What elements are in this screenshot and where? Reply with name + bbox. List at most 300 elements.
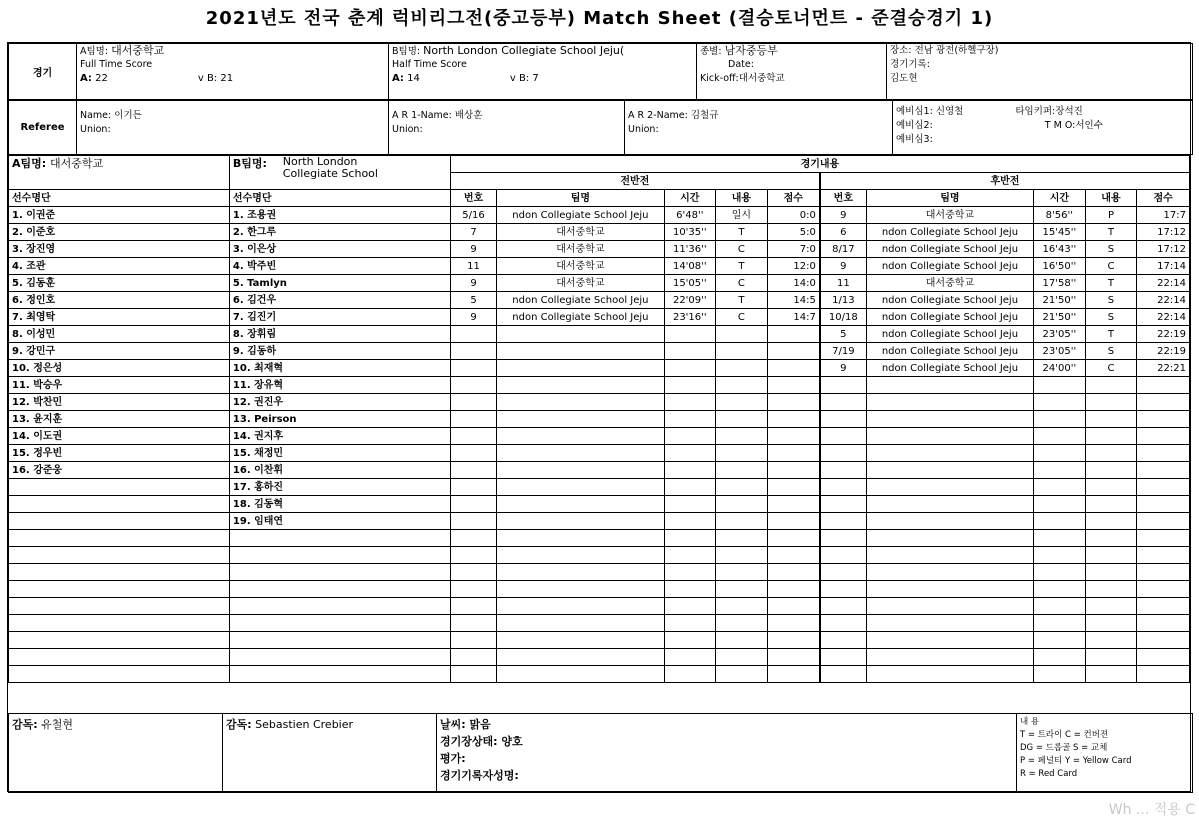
first-half-no xyxy=(450,411,496,428)
second-half-score xyxy=(1137,649,1190,666)
roster-a-player: 10. 정은성 xyxy=(9,360,230,377)
roster-a-heading: 선수명단 xyxy=(9,190,230,207)
pitch-label: 경기장상태: xyxy=(440,735,498,748)
match-header xyxy=(8,43,1193,100)
coach-a-cell xyxy=(9,714,223,793)
first-half-score: 14:7 xyxy=(767,309,820,326)
first-half-score: 7:0 xyxy=(767,241,820,258)
referee-union: Union: xyxy=(80,124,111,135)
referee-label: Referee xyxy=(9,101,77,155)
legend-line-4: R = Red Card xyxy=(1020,769,1078,779)
second-half-no: 8/17 xyxy=(820,241,866,258)
second-half-time xyxy=(1034,377,1086,394)
first-half-event xyxy=(716,513,768,530)
roster-b-player xyxy=(229,615,450,632)
roster-b-player: 5. Tamlyn xyxy=(229,275,450,292)
roster-b-player xyxy=(229,564,450,581)
first-half-no: 5/16 xyxy=(450,207,496,224)
first-half-event xyxy=(716,377,768,394)
second-half-no: 6 xyxy=(820,224,866,241)
second-half-event: S xyxy=(1085,343,1137,360)
second-half-event xyxy=(1085,513,1137,530)
first-half-score xyxy=(767,615,820,632)
col-event-1: 내용 xyxy=(716,190,768,207)
table-row xyxy=(9,615,1190,632)
second-half-event xyxy=(1085,428,1137,445)
roster-a-player: 3. 장진영 xyxy=(9,241,230,258)
weather-label: 날씨: xyxy=(440,718,466,731)
second-half-event xyxy=(1085,496,1137,513)
category-value: 남자중등부 xyxy=(724,44,778,57)
first-half-score xyxy=(767,496,820,513)
first-half-event xyxy=(716,360,768,377)
first-half-team xyxy=(497,377,664,394)
legend-line-3: P = 페널티 Y = Yellow Card xyxy=(1020,756,1132,766)
second-half-event xyxy=(1085,632,1137,649)
second-half-time: 21'50'' xyxy=(1034,309,1086,326)
second-half-no xyxy=(820,615,866,632)
column-header-row xyxy=(9,190,1190,207)
first-half-team xyxy=(497,581,664,598)
second-half-score: 22:14 xyxy=(1137,275,1190,292)
ar1-union: Union: xyxy=(392,124,423,135)
second-half-time: 21'50'' xyxy=(1034,292,1086,309)
first-half-time: 15'05'' xyxy=(664,275,716,292)
first-half-event xyxy=(716,343,768,360)
first-half-time xyxy=(664,581,716,598)
second-half-time xyxy=(1034,632,1086,649)
first-half-time xyxy=(664,377,716,394)
first-half-heading: 전반전 xyxy=(450,173,820,190)
second-half-time xyxy=(1034,462,1086,479)
signature-label: 경기기록자성명: xyxy=(440,769,519,782)
table-row xyxy=(9,564,1190,581)
first-half-team xyxy=(497,632,664,649)
first-half-score xyxy=(767,564,820,581)
team-b-heading-name xyxy=(271,156,378,180)
pitch-value: 양호 xyxy=(501,735,523,748)
first-half-time: 11'36'' xyxy=(664,241,716,258)
full-time-a: 22 xyxy=(95,73,108,84)
table-row xyxy=(9,445,1190,462)
ar2-cell xyxy=(625,101,893,155)
first-half-event xyxy=(716,615,768,632)
first-half-score xyxy=(767,377,820,394)
tmo-name: 서인수 xyxy=(1075,120,1103,131)
half-a-label: A: xyxy=(392,73,404,84)
first-half-no xyxy=(450,513,496,530)
first-half-team xyxy=(497,326,664,343)
full-time-b: 21 xyxy=(220,73,234,84)
roster-b-player: 7. 김진기 xyxy=(229,309,450,326)
roster-a-player: 16. 강준웅 xyxy=(9,462,230,479)
first-half-score: 5:0 xyxy=(767,224,820,241)
roster-b-player xyxy=(229,649,450,666)
first-half-event: C xyxy=(716,275,768,292)
table-row xyxy=(9,632,1190,649)
team-b-heading-label: B팀명: xyxy=(232,157,267,170)
first-half-time: 6'48'' xyxy=(664,207,716,224)
first-half-event: C xyxy=(716,241,768,258)
first-half-no xyxy=(450,530,496,547)
col-no-2: 번호 xyxy=(820,190,866,207)
roster-b-player: 6. 김건우 xyxy=(229,292,450,309)
table-row xyxy=(9,343,1190,360)
roster-a-player xyxy=(9,615,230,632)
half-time-a: 14 xyxy=(407,73,420,84)
col-event-2: 내용 xyxy=(1085,190,1137,207)
second-half-event xyxy=(1085,598,1137,615)
coach-a-label: 감독: xyxy=(12,718,38,731)
table-row xyxy=(9,428,1190,445)
second-half-team xyxy=(866,649,1033,666)
second-half-time: 16'43'' xyxy=(1034,241,1086,258)
roster-a-player xyxy=(9,547,230,564)
legend-line-2: DG = 드롭골 S = 교체 xyxy=(1020,743,1108,753)
date-label: Date: xyxy=(728,59,754,70)
first-half-score: 12:0 xyxy=(767,258,820,275)
second-half-score: 22:14 xyxy=(1137,292,1190,309)
team-a-heading-label: A팀명: xyxy=(12,157,47,170)
col-team-2: 팀명 xyxy=(866,190,1033,207)
second-half-team: ndon Collegiate School Jeju xyxy=(866,343,1033,360)
match-sheet xyxy=(7,42,1191,792)
second-half-no xyxy=(820,530,866,547)
second-half-team xyxy=(866,394,1033,411)
first-half-time xyxy=(664,479,716,496)
first-half-no xyxy=(450,479,496,496)
tmo-label: T M O: xyxy=(1044,120,1076,131)
table-row xyxy=(9,309,1190,326)
score-a-label: A: xyxy=(80,73,92,84)
second-half-team xyxy=(866,632,1033,649)
second-half-time: 17'58'' xyxy=(1034,275,1086,292)
second-half-event xyxy=(1085,394,1137,411)
ar1-label: A R 1-Name: xyxy=(392,110,452,121)
roster-a-player xyxy=(9,666,230,683)
first-half-no: 7 xyxy=(450,224,496,241)
roster-b-player: 10. 최재혁 xyxy=(229,360,450,377)
second-half-score xyxy=(1137,564,1190,581)
footer-table xyxy=(8,713,1193,793)
first-half-time xyxy=(664,411,716,428)
first-half-team: 대서중학교 xyxy=(497,258,664,275)
second-half-team xyxy=(866,462,1033,479)
second-half-score: 22:21 xyxy=(1137,360,1190,377)
second-half-team xyxy=(866,513,1033,530)
second-half-no xyxy=(820,411,866,428)
first-half-event xyxy=(716,581,768,598)
first-half-no xyxy=(450,666,496,683)
first-half-time xyxy=(664,530,716,547)
first-half-score xyxy=(767,547,820,564)
team-b-name-line1: North London xyxy=(282,155,358,168)
first-half-no: 11 xyxy=(450,258,496,275)
first-half-no xyxy=(450,428,496,445)
first-half-no: 9 xyxy=(450,241,496,258)
roster-b-player: 19. 임태연 xyxy=(229,513,450,530)
second-half-no xyxy=(820,377,866,394)
second-half-time xyxy=(1034,598,1086,615)
roster-a-player: 7. 최영탁 xyxy=(9,309,230,326)
second-half-no xyxy=(820,479,866,496)
first-half-team xyxy=(497,411,664,428)
first-half-time xyxy=(664,326,716,343)
table-row xyxy=(9,581,1190,598)
first-half-no xyxy=(450,649,496,666)
roster-b-player: 13. Peirson xyxy=(229,411,450,428)
roster-b-player: 2. 한그루 xyxy=(229,224,450,241)
coach-b-cell xyxy=(223,714,437,793)
ar2-union: Union: xyxy=(628,124,659,135)
col-score-1: 점수 xyxy=(767,190,820,207)
roster-b-player xyxy=(229,632,450,649)
table-row xyxy=(9,513,1190,530)
kickoff-label: Kick-off: xyxy=(700,73,739,84)
timekeeper-name: 장석진 xyxy=(1055,106,1083,117)
team-a-name: 대서중학교 xyxy=(111,44,165,57)
first-half-team: ndon Collegiate School Jeju xyxy=(497,207,664,224)
first-half-no xyxy=(450,632,496,649)
first-half-team xyxy=(497,615,664,632)
match-content-table xyxy=(8,155,1190,683)
second-half-event: T xyxy=(1085,275,1137,292)
second-half-team: ndon Collegiate School Jeju xyxy=(866,309,1033,326)
second-half-team xyxy=(866,428,1033,445)
second-half-score xyxy=(1137,513,1190,530)
roster-b-heading: 선수명단 xyxy=(229,190,450,207)
second-half-event: C xyxy=(1085,258,1137,275)
half-b-label: v B: xyxy=(509,73,530,84)
second-half-team: ndon Collegiate School Jeju xyxy=(866,258,1033,275)
second-half-event: C xyxy=(1085,360,1137,377)
first-half-no xyxy=(450,462,496,479)
second-half-time xyxy=(1034,428,1086,445)
second-half-score xyxy=(1137,445,1190,462)
second-half-time: 23'05'' xyxy=(1034,326,1086,343)
second-half-no xyxy=(820,666,866,683)
roster-a-player: 14. 이도권 xyxy=(9,428,230,445)
first-half-score xyxy=(767,360,820,377)
first-half-time xyxy=(664,564,716,581)
roster-b-player xyxy=(229,530,450,547)
first-half-no xyxy=(450,496,496,513)
second-half-team xyxy=(866,666,1033,683)
second-half-no xyxy=(820,428,866,445)
first-half-event xyxy=(716,496,768,513)
second-half-event xyxy=(1085,479,1137,496)
referee-name-label: Name: xyxy=(80,110,112,121)
second-half-no xyxy=(820,513,866,530)
first-half-event: T xyxy=(716,224,768,241)
team-a-label: A팀명: xyxy=(80,46,109,57)
roster-b-player: 15. 채정민 xyxy=(229,445,450,462)
col-team-1: 팀명 xyxy=(497,190,664,207)
roster-b-player: 9. 김동하 xyxy=(229,343,450,360)
second-half-score xyxy=(1137,581,1190,598)
second-half-team xyxy=(866,411,1033,428)
roster-a-player: 5. 김동훈 xyxy=(9,275,230,292)
half-time-score xyxy=(392,72,693,86)
second-half-event xyxy=(1085,445,1137,462)
second-half-no xyxy=(820,564,866,581)
roster-a-player xyxy=(9,564,230,581)
full-time-score xyxy=(80,72,385,86)
first-half-team xyxy=(497,360,664,377)
first-half-score xyxy=(767,462,820,479)
first-half-score xyxy=(767,479,820,496)
second-half-no xyxy=(820,462,866,479)
second-half-no: 9 xyxy=(820,360,866,377)
second-half-time: 16'50'' xyxy=(1034,258,1086,275)
first-half-no xyxy=(450,581,496,598)
team-a-heading-name: 대서중학교 xyxy=(50,157,104,170)
second-half-team xyxy=(866,445,1033,462)
first-half-team xyxy=(497,479,664,496)
team-b-cell xyxy=(389,44,697,100)
first-half-event xyxy=(716,598,768,615)
second-half-score xyxy=(1137,530,1190,547)
full-time-label: Full Time Score xyxy=(80,59,153,70)
roster-a-player: 2. 이준호 xyxy=(9,224,230,241)
table-row xyxy=(9,258,1190,275)
first-half-score xyxy=(767,343,820,360)
first-half-team: 대서중학교 xyxy=(497,275,664,292)
table-row xyxy=(9,530,1190,547)
table-row xyxy=(9,598,1190,615)
reserve3-label: 예비심3: xyxy=(896,134,933,145)
second-half-no xyxy=(820,547,866,564)
first-half-no xyxy=(450,547,496,564)
second-half-team: ndon Collegiate School Jeju xyxy=(866,326,1033,343)
ar1-cell xyxy=(389,101,625,155)
first-half-no xyxy=(450,343,496,360)
kickoff-value: 대서중학교 xyxy=(738,73,785,84)
first-half-time xyxy=(664,360,716,377)
roster-a-player xyxy=(9,632,230,649)
second-half-team xyxy=(866,530,1033,547)
first-half-time xyxy=(664,513,716,530)
second-half-event: P xyxy=(1085,207,1137,224)
legend-cell xyxy=(1017,714,1193,793)
second-half-score: 17:14 xyxy=(1137,258,1190,275)
second-half-event xyxy=(1085,564,1137,581)
roster-b-player: 16. 이찬휘 xyxy=(229,462,450,479)
second-half-time xyxy=(1034,530,1086,547)
first-half-score xyxy=(767,326,820,343)
second-half-team xyxy=(866,615,1033,632)
roster-a-player xyxy=(9,581,230,598)
second-half-time xyxy=(1034,581,1086,598)
team-a-cell xyxy=(77,44,389,100)
venue-value: 전남 광전(하헬구장) xyxy=(914,45,999,56)
roster-a-player: 8. 이성민 xyxy=(9,326,230,343)
table-row xyxy=(9,241,1190,258)
second-half-event: T xyxy=(1085,224,1137,241)
first-half-team xyxy=(497,513,664,530)
second-half-score: 22:19 xyxy=(1137,326,1190,343)
second-half-time xyxy=(1034,411,1086,428)
roster-a-player xyxy=(9,496,230,513)
second-half-score xyxy=(1137,547,1190,564)
first-half-team xyxy=(497,547,664,564)
second-half-score xyxy=(1137,411,1190,428)
weather-value: 맑음 xyxy=(469,718,491,731)
second-half-no: 1/13 xyxy=(820,292,866,309)
second-half-score xyxy=(1137,394,1190,411)
ar2-name: 김철규 xyxy=(690,110,719,121)
first-half-no xyxy=(450,360,496,377)
first-half-time xyxy=(664,632,716,649)
second-half-team: ndon Collegiate School Jeju xyxy=(866,224,1033,241)
second-half-time xyxy=(1034,513,1086,530)
roster-a-player: 1. 이권준 xyxy=(9,207,230,224)
first-half-team: ndon Collegiate School Jeju xyxy=(497,309,664,326)
second-half-time xyxy=(1034,564,1086,581)
table-row xyxy=(9,394,1190,411)
first-half-team xyxy=(497,343,664,360)
first-half-event xyxy=(716,530,768,547)
table-row xyxy=(9,462,1190,479)
table-row xyxy=(9,411,1190,428)
team-b-heading xyxy=(229,156,450,190)
first-half-event xyxy=(716,326,768,343)
roster-b-player xyxy=(229,581,450,598)
table-row xyxy=(9,666,1190,683)
second-half-team: ndon Collegiate School Jeju xyxy=(866,292,1033,309)
second-half-team xyxy=(866,547,1033,564)
first-half-team xyxy=(497,445,664,462)
second-half-event xyxy=(1085,649,1137,666)
first-half-score xyxy=(767,581,820,598)
second-half-score: 17:12 xyxy=(1137,241,1190,258)
first-half-event xyxy=(716,445,768,462)
second-half-time xyxy=(1034,496,1086,513)
roster-a-player xyxy=(9,479,230,496)
second-half-no: 10/18 xyxy=(820,309,866,326)
table-row xyxy=(9,377,1190,394)
second-half-no xyxy=(820,394,866,411)
col-time-2: 시간 xyxy=(1034,190,1086,207)
roster-b-player: 4. 박주빈 xyxy=(229,258,450,275)
table-row xyxy=(9,649,1190,666)
first-half-team xyxy=(497,598,664,615)
second-half-no: 11 xyxy=(820,275,866,292)
first-half-team: ndon Collegiate School Jeju xyxy=(497,292,664,309)
second-half-score: 22:14 xyxy=(1137,309,1190,326)
roster-a-player: 13. 윤지훈 xyxy=(9,411,230,428)
coach-b-label: 감독: xyxy=(226,718,252,731)
roster-b-player: 3. 이은상 xyxy=(229,241,450,258)
first-half-score xyxy=(767,394,820,411)
second-half-team xyxy=(866,377,1033,394)
roster-b-player: 11. 장유혁 xyxy=(229,377,450,394)
reserve1-name: 신영철 xyxy=(935,106,964,117)
half-time-label: Half Time Score xyxy=(392,59,467,70)
second-half-score: 17:7 xyxy=(1137,207,1190,224)
second-half-no: 9 xyxy=(820,207,866,224)
first-half-event xyxy=(716,411,768,428)
table-row xyxy=(9,496,1190,513)
first-half-no xyxy=(450,394,496,411)
second-half-time xyxy=(1034,479,1086,496)
second-half-team xyxy=(866,581,1033,598)
table-row xyxy=(9,360,1190,377)
roster-b-player: 12. 권진우 xyxy=(229,394,450,411)
legend-title: 내 용 xyxy=(1020,717,1040,727)
first-half-score xyxy=(767,428,820,445)
page-title: 2021년도 전국 춘계 럭비리그전(중고등부) Match Sheet (결승토너먼트 - 준결승경기 1) xyxy=(205,8,994,29)
